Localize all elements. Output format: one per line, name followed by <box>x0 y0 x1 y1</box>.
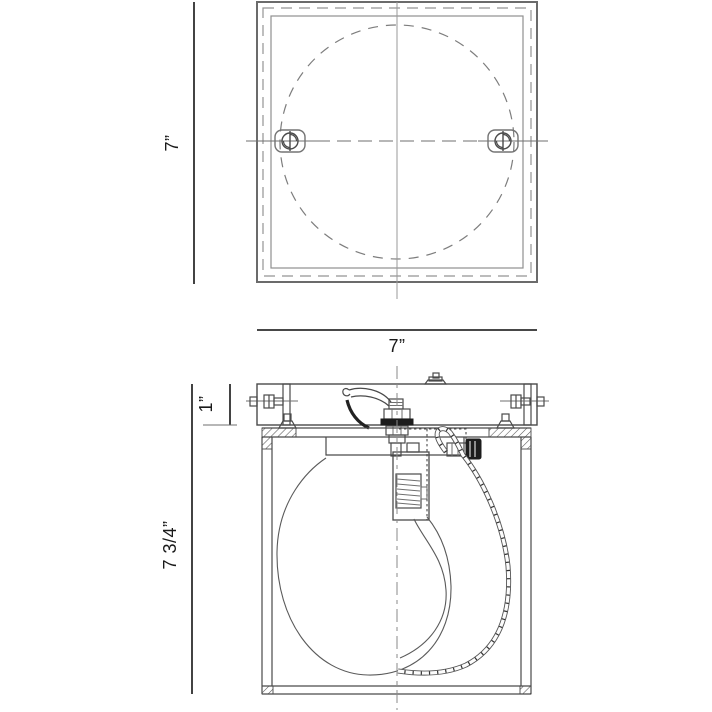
rail-screw-left <box>279 414 296 428</box>
socket-threads <box>397 479 420 505</box>
power-cord <box>398 429 509 673</box>
globe-bulb <box>277 458 451 675</box>
side-view <box>246 366 549 710</box>
top-rail-hatch-left <box>262 428 296 437</box>
top-view <box>246 2 548 299</box>
bottom-rail-hatch-right <box>520 686 531 694</box>
dimension-label-overall-height: 7 3/4” <box>160 520 180 570</box>
canopy-bracket-right <box>500 384 549 425</box>
rail-screw-right <box>497 414 514 428</box>
right-rail-top-hatch <box>521 437 531 449</box>
left-rail-top-hatch <box>262 437 272 449</box>
cord-ribs <box>398 429 509 673</box>
top-view-dimensions <box>162 2 537 356</box>
side-view-dimensions <box>160 384 237 694</box>
dimension-label-canopy-height: 1” <box>196 395 216 413</box>
top-rail-hatch-right <box>489 428 531 437</box>
ground-strap <box>347 400 369 428</box>
canopy-bracket-left <box>246 384 298 425</box>
ground-screw-top <box>425 373 446 384</box>
dimension-label-top-view-height: 7” <box>162 134 182 152</box>
strain-relief-knob <box>466 439 481 459</box>
bottom-rail-hatch-left <box>262 686 273 694</box>
dimension-label-top-view-width: 7” <box>388 336 406 356</box>
